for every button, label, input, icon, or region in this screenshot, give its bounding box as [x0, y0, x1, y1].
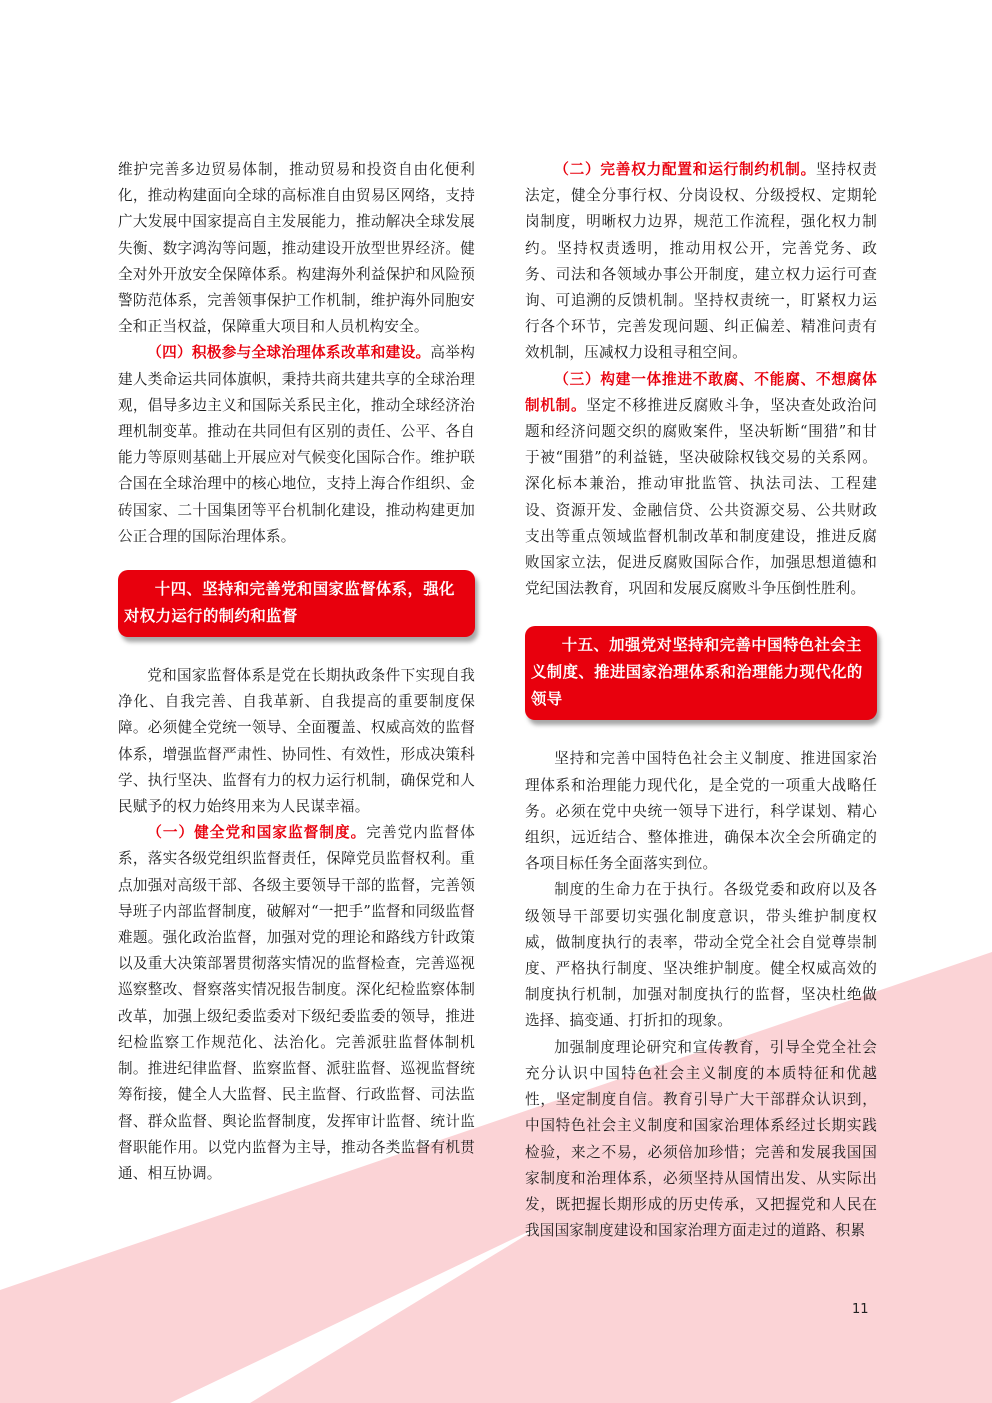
paragraph: 坚持和完善中国特色社会主义制度、推进国家治理体系和治理能力现代化，是全党的一项重大战略任务。必须在党中央统一领导下进行，科学谋划、精心组织，远近结合、整体推进，确保本次全会所确定的各项目标任务全面落实到位。	[525, 750, 877, 873]
paragraph-body: 坚持权责法定，健全分事行权、分岗设权、分级授权、定期轮岗制度，明晰权力边界，规范工作流程，强化权力制约。坚持权责透明，推动用权公开，完善党务、政务、司法和各领域办事公开制度，建立权力运行可查询、可追溯的反馈机制。坚持权责统一，盯紧权力运行各个环节，完善发现问题、纠正偏差、精准问责有效机制，压减权力设租寻租空间。	[525, 161, 877, 362]
paragraph	[525, 157, 877, 367]
section-heading-15: 十五、加强党对坚持和完善中国特色社会主义制度、推进国家治理体系和治理能力现代化的领导	[525, 626, 877, 720]
subsection-heading: （二）完善权力配置和运行制约机制。	[554, 161, 816, 178]
paragraph-body: 完善党内监督体系，落实各级党组织监督责任，保障党员监督权利。重点加强对高级干部、各级主要领导干部的监督，完善领导班子内部监督制度，破解对“一把手”监督和同级监督难题。强化政治监督，加强对党的理论和路线方针政策以及重大决策部署贯彻落实情况的监督检查，完善巡视巡察整改、督察落实情况报告制度。深化纪检监察体制改革，加强上级纪委监委对下级纪委监委的领导，推进纪检监察工作规范化、法治化。完善派驻监督体制机制。推进纪律监督、监察监督、派驻监督、巡视监督统筹衔接，健全人大监督、民主监督、行政监督、司法监督、群众监督、舆论监督制度，发挥审计监督、统计监督职能作用。以党内监督为主导，推动各类监督有机贯通、相互协调。	[118, 824, 475, 1182]
page-number: 11	[852, 1302, 869, 1317]
paragraph	[118, 340, 475, 550]
paragraph: 加强制度理论研究和宣传教育，引导全党全社会充分认识中国特色社会主义制度的本质特征和优越性，坚定制度自信。教育引导广大干部群众认识到，中国特色社会主义制度和国家治理体系经过长期实践检验，来之不易，必须倍加珍惜；完善和发展我国国家制度和治理体系，必须坚持从国情出发、从实际出发，既把握长期形成的历史传承，又把握党和人民在我国国家制度建设和国家治理方面走过的道路、积累	[525, 1038, 877, 1240]
left-column	[118, 157, 475, 1187]
subsection-heading: （三）构建一体推进不敢腐、不能腐、不想腐体制机制。	[525, 370, 877, 414]
subsection-heading: （四）积极参与全球治理体系改革和建设。	[147, 344, 431, 362]
right-column	[525, 157, 877, 1244]
paragraph	[525, 367, 877, 603]
paragraph-body: 坚定不移推进反腐败斗争，坚决查处政治问题和经济问题交织的腐败案件，坚决斩断“围猎”和甘于被“围猎”的利益链，坚决破除权钱交易的关系网。深化标本兼治，推动审批监管、执法司法、工程建设、资源开发、金融信贷、公共资源交易、公共财政支出等重点领域监督机制改革和制度建设，推进反腐败国家立法，促进反腐败国际合作，加强思想道德和党纪国法教育，巩固和发展反腐败斗争压倒性胜利。	[525, 396, 877, 598]
paragraph: 党和国家监督体系是党在长期执政条件下实现自我净化、自我完善、自我革新、自我提高的重要制度保障。必须健全党统一领导、全面覆盖、权威高效的监督体系，增强监督严肃性、协同性、有效性，形成决策科学、执行坚决、监督有力的权力运行机制，确保党和人民赋予的权力始终用来为人民谋幸福。	[118, 667, 475, 816]
paragraph: 维护完善多边贸易体制，推动贸易和投资自由化便利化，推动构建面向全球的高标准自由贸易区网络，支持广大发展中国家提高自主发展能力，推动解决全球发展失衡、数字鸿沟等问题，推动建设开放型世界经济。健全对外开放安全保障体系。构建海外利益保护和风险预警防范体系，完善领事保护工作机制，维护海外同胞安全和正当权益，保障重大项目和人员机构安全。	[118, 161, 475, 336]
paragraph	[118, 820, 475, 1187]
section-heading-14: 十四、坚持和完善党和国家监督体系，强化对权力运行的制约和监督	[118, 570, 475, 637]
paragraph: 制度的生命力在于执行。各级党委和政府以及各级领导干部要切实强化制度意识，带头维护制度权威，做制度执行的表率，带动全党全社会自觉尊崇制度、严格执行制度、坚决维护制度。健全权威高效的制度执行机制，加强对制度执行的监督，坚决杜绝做选择、搞变通、打折扣的现象。	[525, 881, 877, 1030]
paragraph-body: 高举构建人类命运共同体旗帜，秉持共商共建共享的全球治理观，倡导多边主义和国际关系民主化，推动全球经济治理机制变革。推动在共同但有区别的责任、公平、各自能力等原则基础上开展应对气候变化国际合作。维护联合国在全球治理中的核心地位，支持上海合作组织、金砖国家、二十国集团等平台机制化建设，推动构建更加公正合理的国际治理体系。	[118, 344, 475, 545]
subsection-heading: （一）健全党和国家监督制度。	[147, 824, 367, 842]
